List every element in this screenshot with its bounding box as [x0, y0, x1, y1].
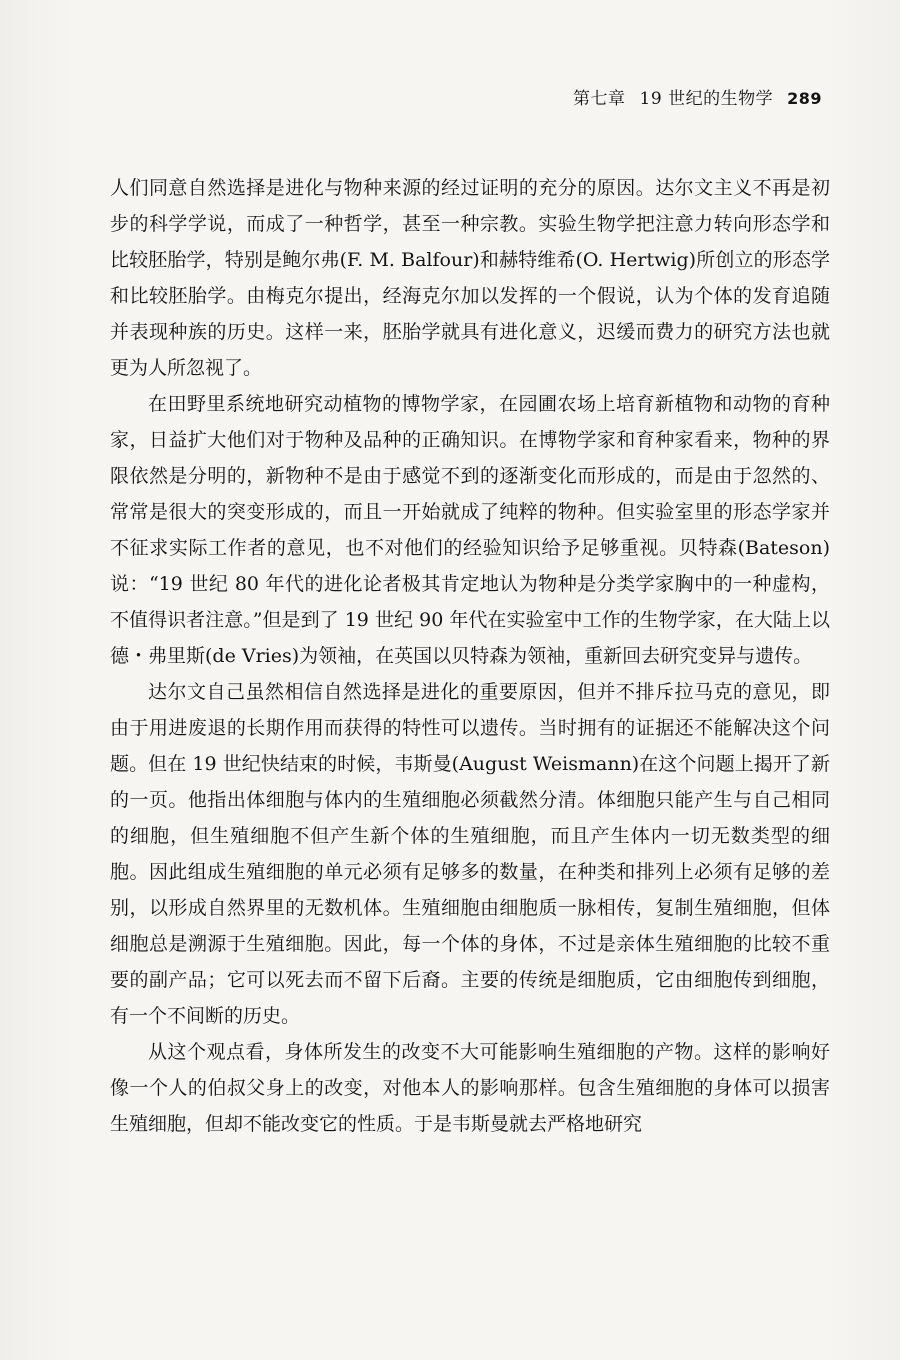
- paragraph: 达尔文自己虽然相信自然选择是进化的重要原因，但并不排斥拉马克的意见，即由于用进废退的长期作用而获得的特性可以遗传。当时拥有的证据还不能解决这个问题。但在 19 世纪快结束的时候，韦斯曼(August Weismann)在这个问题上揭开了新的一页。他指出体细胞与体内的生殖细胞必须截然分清。体细胞只能产生与自己相同的细胞，但生殖细胞不但产生新个体的生殖细胞，而且产生体内一切无数类型的细胞。因此组成生殖细胞的单元必须有足够多的数量，在种类和排列上必须有足够的差别，以形成自然界里的无数机体。生殖细胞由细胞质一脉相传，复制生殖细胞，但体细胞总是溯源于生殖细胞。因此，每一个体的身体，不过是亲体生殖细胞的比较不重要的副产品；它可以死去而不留下后裔。主要的传统是细胞质，它由细胞传到细胞，有一个不间断的历史。: [110, 681, 830, 1027]
- chapter-title: 19 世纪的生物学: [639, 89, 774, 109]
- paragraph: 在田野里系统地研究动植物的博物学家，在园圃农场上培育新植物和动物的育种家，日益扩大他们对于物种及品种的正确知识。在博物学家和育种家看来，物种的界限依然是分明的，新物种不是由于感觉不到的逐渐变化而形成的，而是由于忽然的、常常是很大的突变形成的，而且一开始就成了纯粹的物种。但实验室里的形态学家并不征求实际工作者的意见，也不对他们的经验知识给予足够重视。贝特森(Bateson)说：“19 世纪 80 年代的进化论者极其肯定地认为物种是分类学家胸中的一种虚构，不值得识者注意。”但是到了 19 世纪 90 年代在实验室中工作的生物学家，在大陆上以德・弗里斯(de Vries)为领袖，在英国以贝特森为领袖，重新回去研究变异与遗传。: [110, 393, 830, 667]
- page-number: 289: [787, 89, 822, 108]
- body-text: [110, 170, 830, 1142]
- chapter-label: 第七章: [573, 89, 626, 109]
- paragraph-continuation: 人们同意自然选择是进化与物种来源的经过证明的充分的原因。达尔文主义不再是初步的科学学说，而成了一种哲学，甚至一种宗教。实验生物学把注意力转向形态学和比较胚胎学，特别是鲍尔弗(F. M. Balfour)和赫特维希(O. Hertwig)所创立的形态学和比较胚胎学。由梅克尔提出，经海克尔加以发挥的一个假说，认为个体的发育追随并表现种族的历史。这样一来，胚胎学就具有进化意义，迟缓而费力的研究方法也就更为人所忽视了。: [110, 177, 830, 379]
- paragraph: 从这个观点看，身体所发生的改变不大可能影响生殖细胞的产物。这样的影响好像一个人的伯叔父身上的改变，对他本人的影响那样。包含生殖细胞的身体可以损害生殖细胞，但却不能改变它的性质。于是韦斯曼就去严格地研究: [110, 1041, 830, 1135]
- running-header: [573, 84, 822, 109]
